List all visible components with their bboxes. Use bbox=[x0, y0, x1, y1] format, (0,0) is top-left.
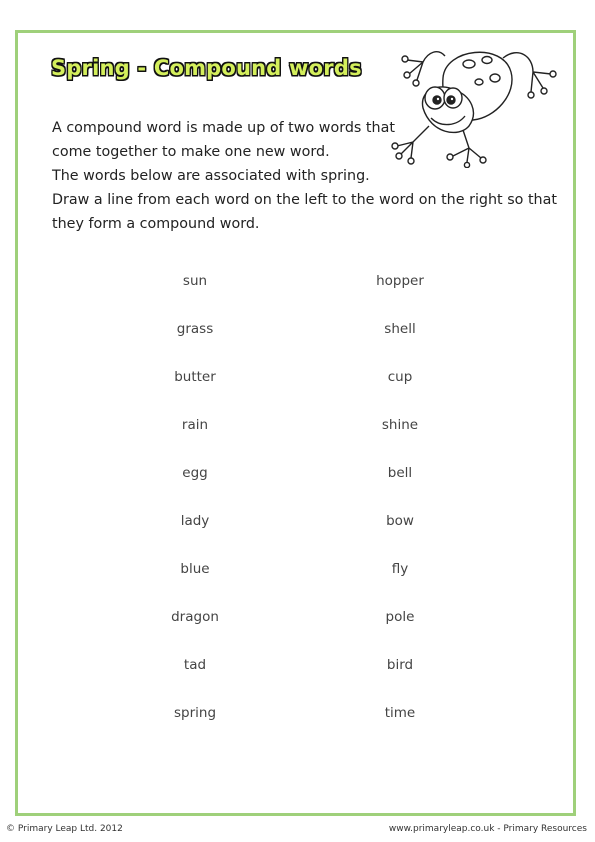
right-word[interactable]: cup bbox=[387, 369, 413, 385]
left-word[interactable]: blue bbox=[180, 561, 210, 577]
left-word[interactable]: sun bbox=[182, 273, 208, 289]
left-word-list bbox=[115, 268, 275, 748]
left-word[interactable]: grass bbox=[176, 321, 214, 337]
left-word[interactable]: egg bbox=[182, 465, 208, 481]
right-word[interactable]: time bbox=[384, 705, 416, 721]
left-word[interactable]: spring bbox=[173, 705, 217, 721]
right-word[interactable]: shine bbox=[381, 417, 419, 433]
right-word-list bbox=[320, 268, 480, 748]
right-word[interactable]: shell bbox=[384, 321, 416, 337]
footer-site: www.primaryleap.co.uk - Primary Resources bbox=[388, 824, 587, 834]
right-word[interactable]: hopper bbox=[376, 273, 424, 289]
left-word[interactable]: butter bbox=[174, 369, 216, 385]
right-word[interactable]: bird bbox=[386, 657, 414, 673]
left-word[interactable]: lady bbox=[180, 513, 210, 529]
worksheet-title: Spring - Compound words bbox=[51, 56, 362, 80]
instruction-line: come together to make one new word. bbox=[52, 144, 330, 160]
instruction-line: A compound word is made up of two words that bbox=[52, 120, 395, 136]
footer-copyright: © Primary Leap Ltd. 2012 bbox=[6, 824, 123, 834]
left-word[interactable]: tad bbox=[183, 657, 207, 673]
instruction-line: they form a compound word. bbox=[52, 216, 260, 232]
right-word[interactable]: fly bbox=[391, 561, 409, 577]
left-word[interactable]: dragon bbox=[171, 609, 219, 625]
right-word[interactable]: bow bbox=[386, 513, 414, 529]
right-word[interactable]: pole bbox=[385, 609, 415, 625]
left-word[interactable]: rain bbox=[181, 417, 209, 433]
instruction-line: The words below are associated with spring. bbox=[52, 168, 370, 184]
instructions bbox=[52, 116, 557, 236]
instruction-line: Draw a line from each word on the left to the word on the right so that bbox=[52, 192, 557, 208]
right-word[interactable]: bell bbox=[387, 465, 413, 481]
